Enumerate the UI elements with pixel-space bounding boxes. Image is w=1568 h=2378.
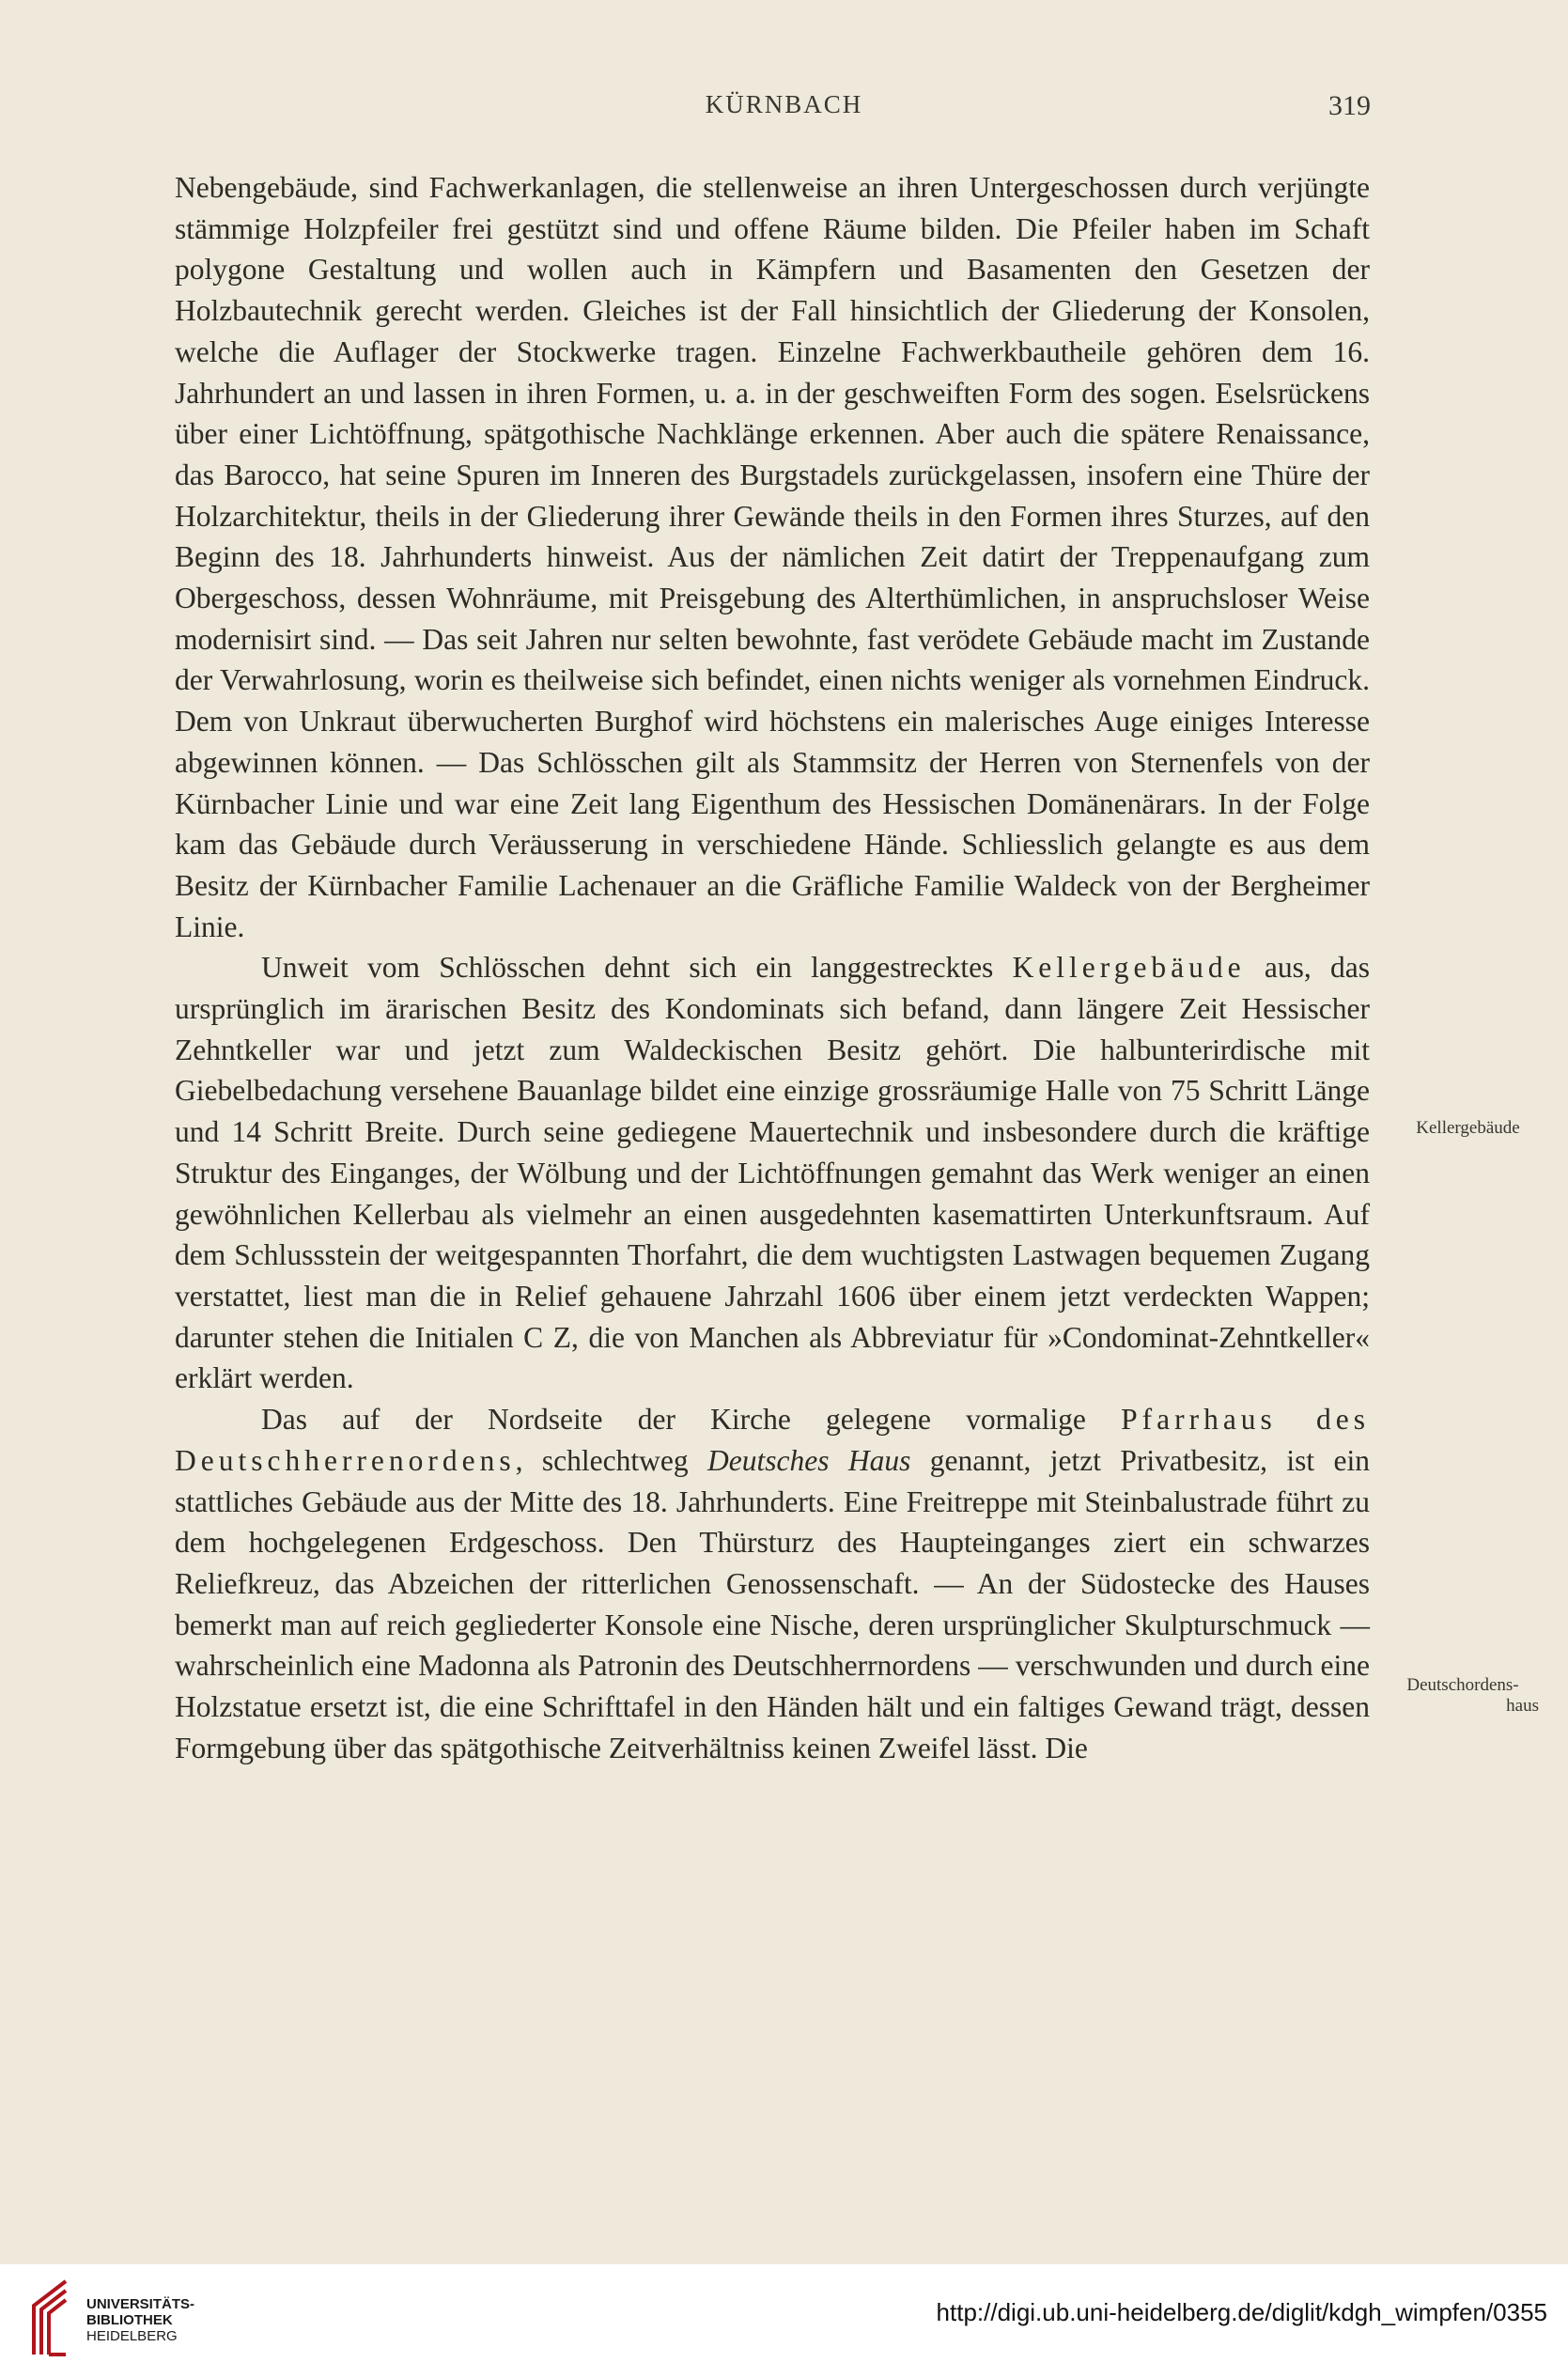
keyword-deutsches-haus: Deutsches Haus: [707, 1443, 911, 1477]
paragraph-3-start: Das auf der Nordseite der Kirche gelegene vormalige: [261, 1403, 1122, 1437]
source-url-link[interactable]: http://digi.ub.uni-heidelberg.de/diglit/kdgh_wimpfen/0355: [936, 2298, 1547, 2326]
library-name-line-1: UNIVERSITÄTS-: [86, 2296, 195, 2312]
keyword-kellergebaeude: Kellergebäude: [1012, 951, 1246, 985]
paragraph-2-start: Unweit vom Schlösschen dehnt sich ein langgestrecktes: [261, 951, 1013, 985]
running-title: KÜRNBACH: [705, 90, 863, 118]
margin-note-deutschordenshaus: [1377, 1675, 1548, 1717]
library-name-line-2: BIBLIOTHEK: [86, 2312, 173, 2328]
library-logo-icon: [21, 2277, 77, 2358]
margin-note-line-2: haus: [1506, 1696, 1539, 1716]
keyword-pfarrhaus: Pfarrhaus des Deutschherrenordens: [175, 1403, 1370, 1477]
body-text: [175, 167, 1370, 1768]
paragraph-2-rest: aus, das ursprünglich im ärarischen Besitz des Kondominats sich befand, dann längere Zeit Hessischer Zehntkeller war und jetzt zum Waldeckischen Besitz gehört. Die halbunterirdische mit Giebelbedachung versehene Bauanlage bildet eine einzige grossräumige Halle von 75 Schritt Länge und 14 Schritt Breite. Durch seine gediegene Mauertechnik und insbesondere durch die kräftige Struktur des Einganges, der Wölbung und der Lichtöffnungen gemahnt das Werk weniger an einen gewöhnlichen Kellerbau als vielmehr an einen ausgedehnten kasemattirten Unterkunftsraum. Auf dem Schlussstein der weitgespannten Thorfahrt, die dem wuchtigsten Lastwagen bequemen Zugang verstattet, liest man die in Relief gehauene Jahrzahl 1606 über einem jetzt verdeckten Wappen; darunter stehen die Initialen C Z, die von Manchen als Abbreviatur für »Condominat-Zehntkeller« erklärt werden.: [175, 951, 1371, 1395]
library-name: [86, 2296, 194, 2344]
page-number: 319: [1328, 90, 1371, 121]
margin-note-kellergebaeude: Kellergebäude: [1416, 1118, 1520, 1138]
library-name-line-3: HEIDELBERG: [86, 2328, 178, 2344]
paragraph-1: Nebengebäude, sind Fachwerkanlagen, die stellenweise an ihren Untergeschossen durch verjüngte stämmige Holzpfeiler frei gestützt sind und offene Räume bilden. Die Pfeiler haben im Schaft polygone Gestaltung und wollen auch in Kämpfern und Basamenten den Gesetzen der Holzbautechnik gerecht werden. Gleiches ist der Fall hinsichtlich der Gliederung der Konsolen, welche die Auflager der Stockwerke tragen. Einzelne Fachwerkbautheile gehören dem 16. Jahrhundert an und lassen in ihren Formen, u. a. in der geschweiften Form des sogen. Eselsrückens über einer Lichtöffnung, spätgothische Nachklänge erkennen. Aber auch die spätere Renaissance, das Barocco, hat seine Spuren im Inneren des Burgstadels zurückgelassen, insofern eine Thüre der Holzarchitektur, theils in der Gliederung ihrer Gewände theils in den Formen ihres Sturzes, auf den Beginn des 18. Jahrhunderts hinweist. Aus der nämlichen Zeit datirt der Treppenaufgang zum Obergeschoss, dessen Wohnräume, mit Preisgebung des Alterthümlichen, in anspruchsloser Weise modernisirt sind. — Das seit Jahren nur selten bewohnte, fast verödete Gebäude macht im Zustande der Verwahrlosung, worin es theilweise sich befindet, einen nichts weniger als vornehmen Eindruck. Dem von Unkraut überwucherten Burghof wird höchstens ein malerisches Auge einiges Interesse abgewinnen können. — Das Schlösschen gilt als Stammsitz der Herren von Sternenfels von der Kürnbacher Linie und war eine Zeit lang Eigenthum des Hessischen Domänenärars. In der Folge kam das Gebäude durch Veräusserung in verschiedene Hände. Schliesslich gelangte es aus dem Besitz der Kürnbacher Familie Lachenauer an die Gräfliche Familie Waldeck von der Bergheimer Linie.: [175, 171, 1370, 943]
margin-note-line-1: Deutschordens-: [1406, 1675, 1519, 1695]
running-head: [0, 90, 1568, 128]
paragraph-2: [175, 947, 1370, 1399]
digitization-footer: [0, 2264, 1568, 2378]
paragraph-3: [175, 1399, 1370, 1768]
paragraph-3-mid: , schlechtweg: [515, 1443, 708, 1477]
paragraph-3-rest: genannt, jetzt Privatbesitz, ist ein stattliches Gebäude aus der Mitte des 18. Jahrhunderts. Eine Freitreppe mit Steinbalustrade führt zu dem hochgelegenen Erdgeschoss. Den Thürsturz des Haupteinganges ziert ein schwarzes Reliefkreuz, das Abzeichen der ritterlichen Genossenschaft. — An der Südostecke des Hauses bemerkt man auf reich gegliederter Konsole eine Nische, deren ursprünglicher Skulpturschmuck — wahrscheinlich eine Madonna als Patronin des Deutschherrnordens — verschwunden und durch eine Holzstatue ersetzt ist, die eine Schrifttafel in den Händen hält und ein faltiges Gewand trägt, dessen Formgebung über das spätgothische Zeitverhältniss keinen Zweifel lässt. Die: [175, 1443, 1371, 1764]
